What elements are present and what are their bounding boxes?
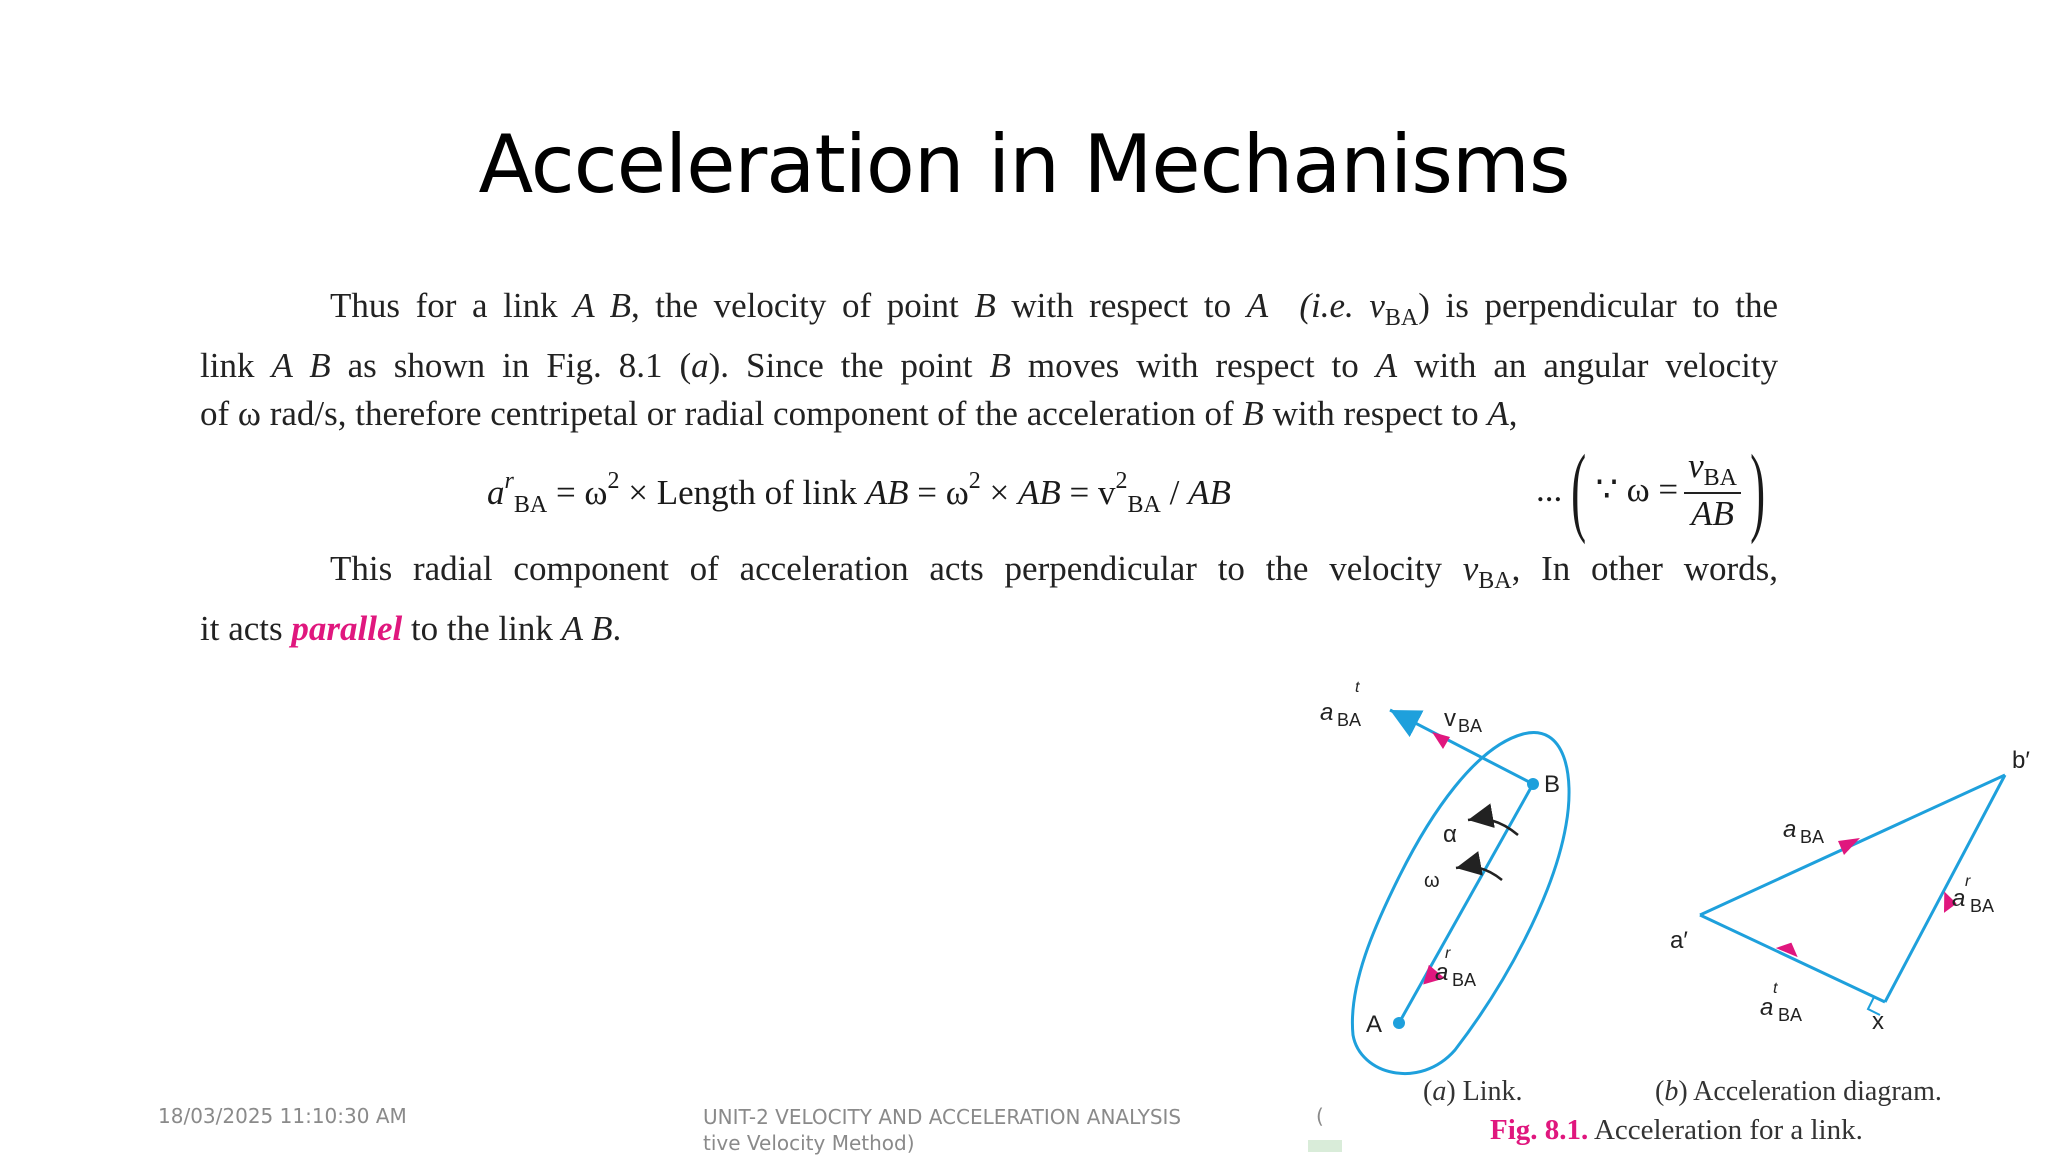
link-diagram	[1320, 679, 1569, 1074]
total-acceleration-arrowhead	[1838, 838, 1860, 855]
caption-link: (a) Link.	[1423, 1076, 1523, 1107]
radial-component-line	[1885, 775, 2005, 1002]
paragraph-intro-line-3: of ω rad/s, therefore centripetal or radial component of the acceleration of B with respect to A,	[200, 394, 1518, 433]
footer-datetime: 18/03/2025 11:10:30 AM	[158, 1104, 407, 1128]
label-v-sub: BA	[1458, 716, 1483, 736]
label-t-sup: t	[1355, 679, 1360, 696]
label-a-tangential: a	[1320, 699, 1334, 726]
label-a-r-b: a	[1952, 885, 1966, 912]
label-B: B	[1544, 771, 1561, 798]
label-a-radial: a	[1435, 959, 1449, 986]
equation-note: ... ( ∵ ω = $\frac{v_{BA}}{AB}$ )	[1536, 434, 1766, 545]
caption-acceleration-diagram: (b) Acceleration diagram.	[1655, 1076, 1942, 1107]
label-r-sup-b: r	[1965, 873, 1971, 890]
paragraph-intro	[200, 282, 1778, 438]
label-a-prime: a′	[1670, 927, 1688, 954]
omega-fraction: $\frac{v_{BA}}{AB}$	[1684, 446, 1741, 534]
tangential-component-line	[1700, 915, 1885, 1002]
figure-caption-text: Acceleration for a link.	[1593, 1114, 1863, 1146]
label-a-t-b: a	[1760, 994, 1774, 1021]
footer-fragment: (	[1316, 1104, 1324, 1128]
paragraph-intro-line-2: link A B as shown in Fig. 8.1 (a). Since the point B moves with respect to A with an angular velocity	[200, 346, 1779, 385]
label-r-sup: r	[1445, 945, 1451, 962]
label-alpha: α	[1443, 821, 1457, 848]
label-b-prime: b′	[2012, 747, 2030, 774]
label-a-ba: a	[1783, 816, 1797, 843]
parallel-emphasis: parallel	[291, 609, 403, 648]
footer-unit-title	[703, 1104, 1181, 1156]
label-v: v	[1444, 705, 1456, 732]
label-ba-2: BA	[1452, 970, 1477, 990]
paragraph-intro-line-1: Thus for a link A B, the velocity of point B with respect to A (i.e. $v_{BA}$) is perpendicular to the	[330, 286, 1779, 331]
label-a-r-sub-b: BA	[1970, 896, 1995, 916]
label-ba-1: BA	[1337, 710, 1362, 730]
slide-title: Acceleration in Mechanisms	[478, 118, 1570, 211]
paragraph-radial-line-2: it acts parallel to the link A B.	[200, 609, 622, 648]
label-omega: ω	[1424, 870, 1440, 892]
label-t-sup-b: t	[1773, 980, 1778, 997]
footer-unit-line-1: UNIT-2 VELOCITY AND ACCELERATION ANALYSIS	[703, 1105, 1182, 1129]
figure-acceleration-link	[1300, 665, 2048, 1095]
label-x: x	[1872, 1008, 1884, 1035]
radial-acceleration-equation: $a^r_{BA} = \omega^2$ × Length of link AB = $\omega^2$ × AB = $v^2_{BA}$ / AB	[487, 468, 1231, 518]
velocity-arrowhead-mid	[1432, 732, 1450, 749]
footer-slide-number-box	[1308, 1140, 1342, 1152]
point-A	[1393, 1017, 1405, 1029]
figure-number: Fig. 8.1.	[1490, 1114, 1589, 1146]
footer-unit-line-2: tive Velocity Method)	[703, 1131, 915, 1155]
label-a-ba-sub: BA	[1800, 827, 1825, 847]
paragraph-radial	[200, 545, 1778, 653]
label-a-t-sub-b: BA	[1778, 1005, 1803, 1025]
figure-caption	[1490, 1114, 1863, 1147]
paragraph-radial-line-1: This radial component of acceleration acts perpendicular to the velocity $v_{BA}$, In other words,	[330, 549, 1778, 594]
label-A: A	[1366, 1011, 1383, 1038]
acceleration-diagram	[1670, 747, 2030, 1035]
